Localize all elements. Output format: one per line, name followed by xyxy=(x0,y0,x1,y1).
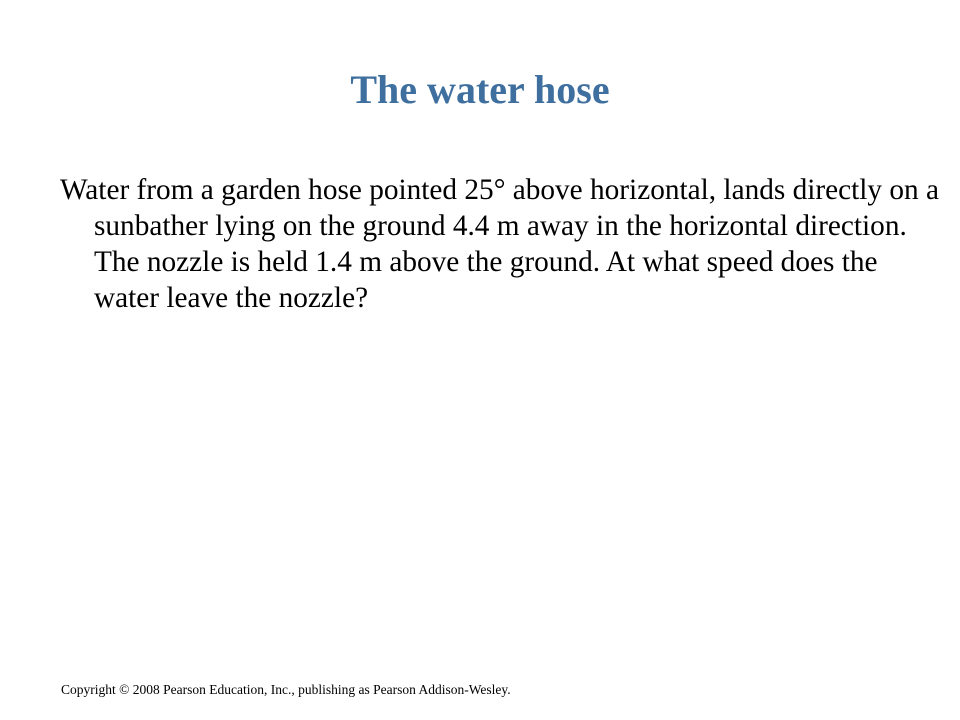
problem-text: Water from a garden hose pointed 25° above horizontal, lands directly on a sunbather lying on the ground 4.4 m away in the horizontal direction. The nozzle is held 1.4 m above the ground. At what speed does the water leave the nozzle? xyxy=(60,174,940,314)
slide-title: The water hose xyxy=(350,67,610,112)
copyright-footer: Copyright © 2008 Pearson Education, Inc., publishing as Pearson Addison-Wesley. xyxy=(61,682,511,697)
